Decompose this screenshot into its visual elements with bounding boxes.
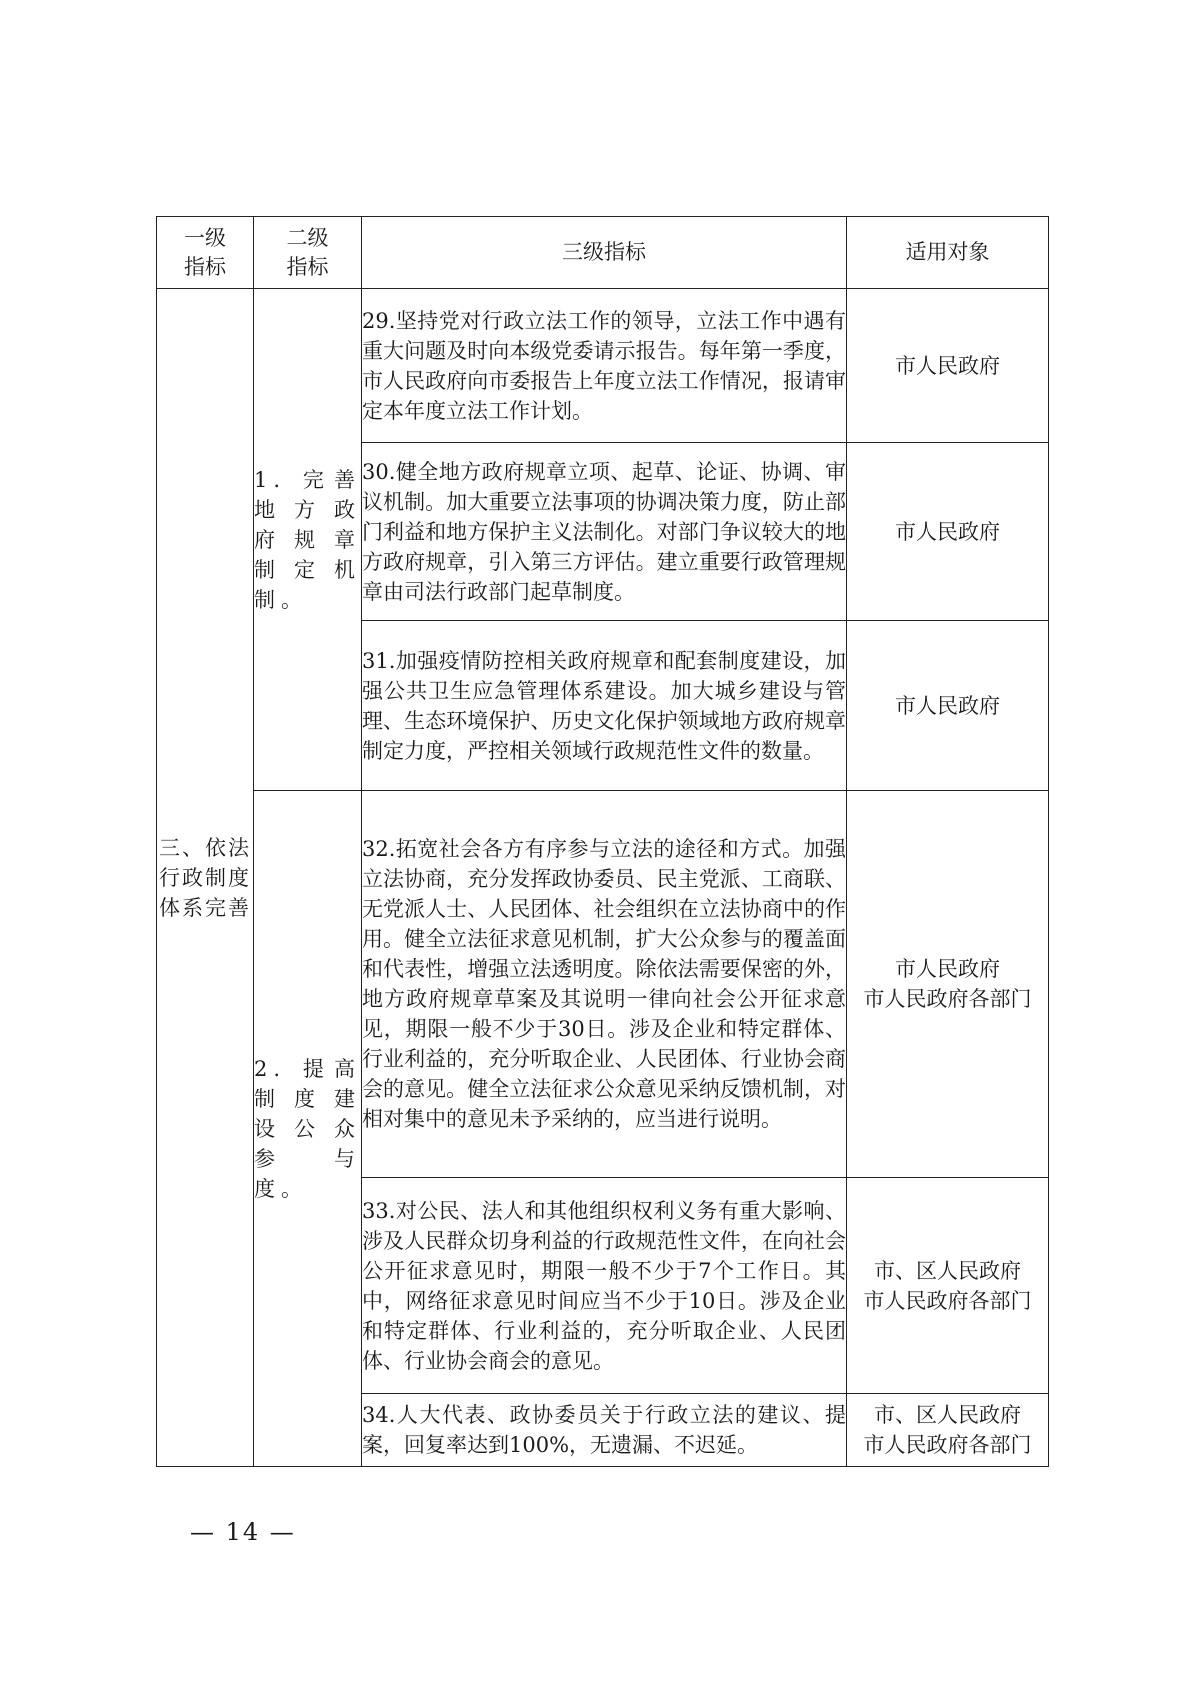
target-cell — [847, 1178, 1049, 1394]
target-cell — [847, 443, 1049, 621]
level3-indicator: 30.健全地方政府规章立项、起草、论证、协调、审议机制。加大重要立法事项的协调决策力度，防止部门利益和地方保护主义法制化。对部门争议较大的地方政府规章，引入第三方评估。建立重要行政管理规章由司法行政部门起草制度。 — [362, 443, 847, 621]
level2-indicator: 1. 完善地方政府规章制定机制。 — [254, 289, 362, 791]
target-line: 市、区人民政府 — [874, 1258, 1021, 1283]
table-row — [157, 289, 1049, 443]
table-row — [157, 791, 1049, 1178]
level2-indicator: 2. 提高制度建设公众参与度。 — [254, 791, 362, 1467]
target-line: 市人民政府 — [895, 519, 1000, 544]
target-cell — [847, 621, 1049, 791]
level3-indicator: 34.人大代表、政协委员关于行政立法的建议、提案，回复率达到100%，无遗漏、不迟延。 — [362, 1394, 847, 1467]
target-line: 市、区人民政府 — [874, 1403, 1021, 1427]
target-line: 市人民政府各部门 — [863, 987, 1032, 1011]
level3-indicator: 29.坚持党对行政立法工作的领导，立法工作中遇有重大问题及时向本级党委请示报告。每年第一季度，市人民政府向市委报告上年度立法工作情况，报请审定本年度立法工作计划。 — [362, 289, 847, 443]
target-cell — [847, 791, 1049, 1178]
indicator-table — [156, 216, 1049, 1467]
target-line: 市人民政府各部门 — [863, 1288, 1032, 1313]
target-line: 市人民政府各部门 — [863, 1433, 1032, 1457]
header-target: 适用对象 — [847, 217, 1049, 289]
header-level3: 三级指标 — [362, 217, 847, 289]
target-cell — [847, 1394, 1049, 1467]
target-cell — [847, 289, 1049, 443]
header-level1: 一级 指标 — [157, 217, 254, 289]
header-level2: 二级 指标 — [254, 217, 362, 289]
level1-indicator: 三、依法行政制度体系完善 — [157, 289, 254, 1467]
level3-indicator: 33.对公民、法人和其他组织权利义务有重大影响、涉及人民群众切身利益的行政规范性文件，在向社会公开征求意见时，期限一般不少于7个工作日。其中，网络征求意见时间应当不少于10日。涉及企业和特定群体、行业利益的，充分听取企业、人民团体、行业协会商会的意见。 — [362, 1178, 847, 1394]
target-line: 市人民政府 — [895, 353, 1000, 378]
target-line: 市人民政府 — [895, 693, 1000, 718]
level3-indicator: 31.加强疫情防控相关政府规章和配套制度建设，加强公共卫生应急管理体系建设。加大城乡建设与管理、生态环境保护、历史文化保护领域地方政府规章制定力度，严控相关领域行政规范性文件的数量。 — [362, 621, 847, 791]
level3-indicator: 32.拓宽社会各方有序参与立法的途径和方式。加强立法协商，充分发挥政协委员、民主党派、工商联、无党派人士、人民团体、社会组织在立法协商中的作用。健全立法征求意见机制，扩大公众参与的覆盖面和代表性，增强立法透明度。除依法需要保密的外，地方政府规章草案及其说明一律向社会公开征求意见，期限一般不少于30日。涉及企业和特定群体、行业利益的，充分听取企业、人民团体、行业协会商会的意见。健全立法征求公众意见采纳反馈机制，对相对集中的意见未予采纳的，应当进行说明。 — [362, 791, 847, 1178]
table-header-row — [157, 217, 1049, 289]
page-number: — 14 — — [190, 1518, 296, 1546]
target-line: 市人民政府 — [895, 957, 1000, 981]
